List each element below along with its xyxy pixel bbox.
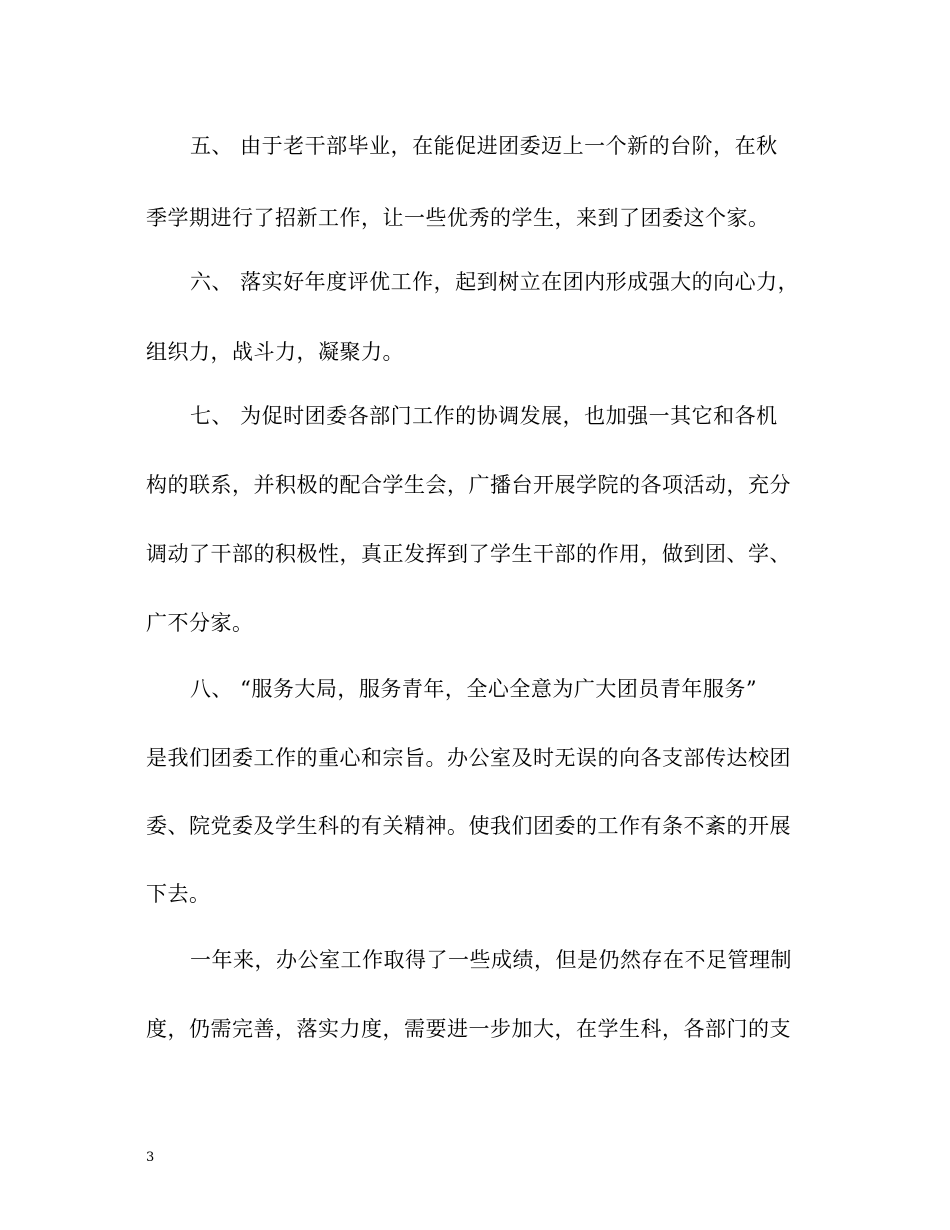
paragraph-line: 季学期进行了招新工作，让一些优秀的学生，来到了团委这个家。 (146, 206, 770, 230)
paragraph-line: 是我们团委工作的重心和宗旨。办公室及时无误的向各支部传达校团 (146, 746, 791, 770)
paragraph-line: 六、 落实好年度评优工作，起到树立在团内形成强大的向心力， (190, 270, 800, 294)
paragraph-line: 调动了干部的积极性，真正发挥到了学生干部的作用，做到团、学、 (146, 542, 791, 566)
paragraph-line: 广不分家。 (146, 611, 254, 635)
paragraph-line: 委、院党委及学生科的有关精神。使我们团委的工作有条不紊的开展 (146, 814, 791, 838)
paragraph-line: 一年来，办公室工作取得了一些成绩，但是仍然存在不足管理制 (190, 948, 792, 972)
paragraph-line: 七、 为促时团委各部门工作的协调发展，也加强一其它和各机 (190, 404, 778, 428)
paragraph-line: 下去。 (146, 882, 211, 906)
paragraph-line: 五、 由于老干部毕业，在能促进团委迈上一个新的台阶，在秋 (190, 134, 778, 158)
paragraph-line: 组织力，战斗力，凝聚力。 (146, 340, 404, 364)
page-number: 3 (146, 1150, 155, 1165)
paragraph-line: 八、 “服务大局，服务青年，全心全意为广大团员青年服务” (190, 677, 758, 701)
paragraph-line: 构的联系，并积极的配合学生会，广播台开展学院的各项活动，充分 (146, 473, 791, 497)
paragraph-line: 度，仍需完善，落实力度，需要进一步加大，在学生科，各部门的支 (146, 1017, 791, 1041)
